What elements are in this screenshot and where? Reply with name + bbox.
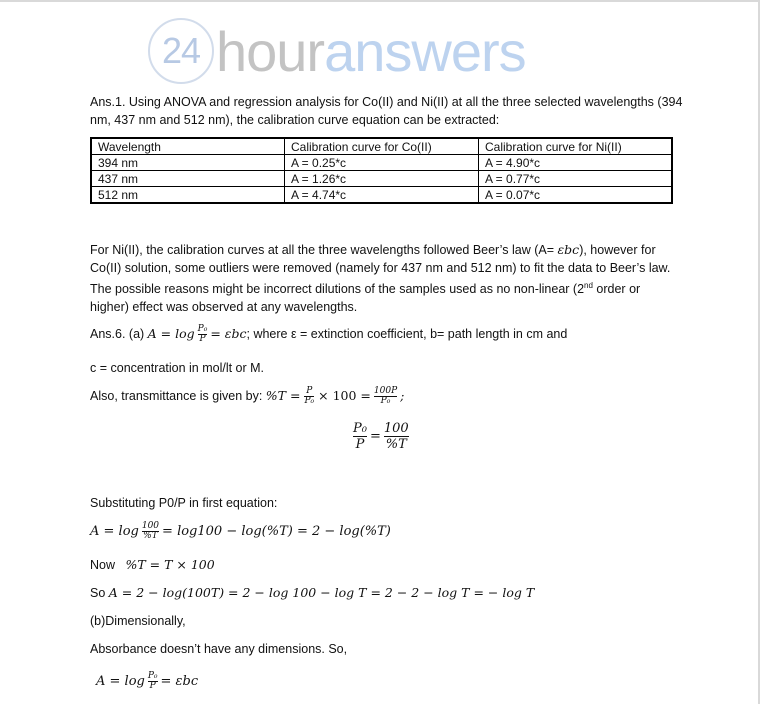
logo-hour: hour [216,19,325,83]
table-header-row [91,138,672,155]
frac-num: P₀ [197,324,208,335]
frac-den: P [149,681,156,692]
frac-den: P₀ [380,396,391,407]
table-cell: A = 0.07*c [479,187,673,204]
ans6-line [90,325,690,344]
now-eq: %T = T × 100 [125,557,215,572]
table-header-cell: Calibration curve for Co(II) [285,138,479,155]
eq-rhs: = log100 − log(%T) = 2 − log(%T) [162,524,391,539]
frac-num: 100 [383,421,409,436]
table-row [91,187,672,204]
frac-den: %T [385,437,407,452]
frac-num: 100P [373,386,398,397]
concentration-line: c = concentration in mol/lt or M. [90,361,265,375]
substituting-label: Substituting P0/P in first equation: [90,496,278,510]
fraction [142,522,159,541]
table-cell: 394 nm [91,155,285,171]
logo-answers: answers [324,19,526,83]
table-cell: A = 4.90*c [479,155,673,171]
ans6-prefix: Ans.6. (a) [90,327,148,341]
trans-lhs: %T = [265,388,301,403]
trans-prefix: Also, transmittance is given by: [90,389,266,403]
ratio-equation [353,421,409,452]
ans6-suffix: ; where ε = extinction coefficient, b= path length in cm and [246,327,568,341]
now-line [90,556,690,574]
frac-den: P [199,334,206,345]
fraction [384,421,409,452]
fraction [353,421,367,452]
table-row [91,155,672,171]
frac-num: P₀ [353,421,367,436]
table-header-cell: Calibration curve for Ni(II) [479,138,673,155]
page-border-top [0,0,760,2]
eq-rhs: = εbc [160,674,199,689]
frac-den: %T [143,531,158,542]
so-line [90,584,690,602]
table-cell: A = 4.74*c [285,187,479,204]
trans-end: ; [400,388,405,403]
eq-lhs: A = log [90,524,139,539]
frac-num: P [306,386,313,397]
now-label: Now [90,558,116,572]
beer-law-eq: εbc [557,242,580,257]
dimensionally-label: (b)Dimensionally, [90,614,186,628]
frac-num: 100 [141,521,160,532]
table-header-cell: Wavelength [91,138,285,155]
so-eq: A = 2 − log(100T) = 2 − log 100 − log T = 2 − 2 − log T = − log T [108,585,535,600]
fraction [148,672,158,691]
so-label: So [90,586,106,600]
frac-num: P₀ [147,671,158,682]
eq-lhs: A = log [147,326,195,341]
fraction [304,387,314,406]
calibration-table [90,137,673,204]
final-equation [96,672,696,691]
ni-text-1: For Ni(II), the calibration curves at all the three wavelengths followed Beer’s law (A= [90,243,558,257]
table-cell: A = 0.25*c [285,155,479,171]
table-cell: A = 1.26*c [285,171,479,187]
intro-paragraph: Ans.1. Using ANOVA and regression analysis for Co(II) and Ni(II) at all the three selected wavelengths (394 nm, 437 nm and 512 nm), the calibration curve equation can be extracted: [90,95,683,127]
ni-paragraph [90,241,680,316]
transmittance-line [90,387,690,406]
logo-number: 24 [148,18,214,84]
fraction [198,325,208,344]
table-row [91,171,672,187]
eq-rhs: = εbc [210,326,247,341]
table-cell: 437 nm [91,171,285,187]
equals-sign: = [369,429,381,444]
logo [148,18,526,84]
table-cell: A = 0.77*c [479,171,673,187]
fraction [374,387,397,406]
frac-den: P₀ [304,396,315,407]
eq-lhs: A = log [96,674,145,689]
table-cell: 512 nm [91,187,285,204]
frac-den: P [355,437,365,452]
ni-text-2: ), however for Co(II) solution, some outliers were removed (namely for 437 nm and 512 nm) to fit the data to Beer’s law. The possible reasons might be incorrect dilutions of the samples used as no non-linear (2 [90,243,671,297]
substituted-equation [90,522,690,541]
absorbance-line: Absorbance doesn’t have any dimensions. So, [90,642,348,656]
superscript: nd [584,281,593,290]
ni-text-3: order or higher) effect was observed at any wavelengths. [90,282,641,315]
trans-mid: × 100 = [318,388,371,403]
